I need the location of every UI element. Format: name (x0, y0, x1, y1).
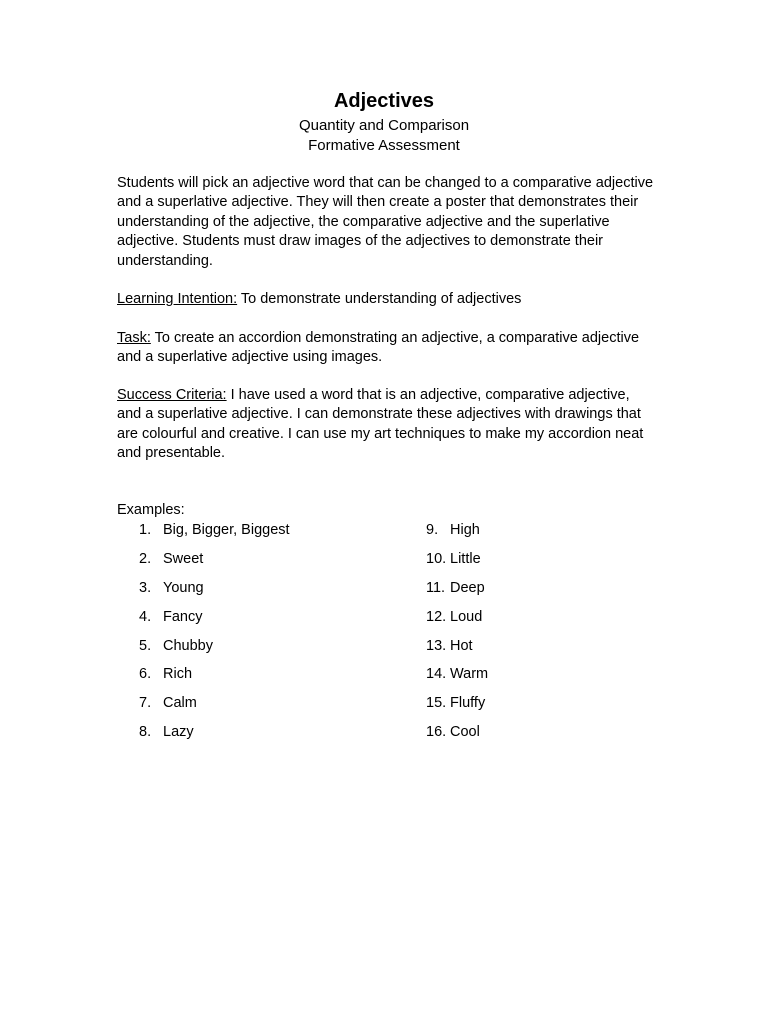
list-item-number: 16. (426, 724, 447, 741)
document-subtitle: Quantity and Comparison (298, 117, 470, 134)
document-title: Adjectives (333, 90, 435, 112)
list-item-number: 5. (139, 637, 152, 654)
examples-list-right (426, 521, 488, 752)
list-item (139, 665, 290, 694)
list-item-number: 8. (139, 724, 152, 741)
list-item (426, 550, 488, 579)
list-item-text: Fluffy (450, 695, 486, 712)
list-item-text: High (450, 522, 480, 538)
learning-intention-paragraph (117, 290, 657, 309)
list-item-number: 6. (139, 666, 152, 683)
list-item-text: Young (163, 579, 204, 596)
list-item (139, 579, 290, 608)
list-item-text: Chubby (163, 637, 213, 654)
list-item (426, 608, 488, 637)
learning-intention-text: To demonstrate understanding of adjectives (237, 291, 522, 307)
list-item-text: Fancy (163, 608, 203, 625)
list-item-text: Loud (450, 608, 483, 625)
list-item (426, 723, 488, 752)
task-text: To create an accordion demonstrating an adjective, a comparative adjective and a superlative adjective using images. (117, 330, 640, 366)
list-item-text: Hot (450, 637, 473, 654)
list-item-number: 2. (139, 550, 152, 567)
list-item-text: Deep (450, 579, 485, 596)
list-item-text: Rich (163, 666, 193, 683)
list-item-text: Lazy (163, 724, 194, 741)
list-item-text: Sweet (163, 550, 204, 567)
list-item-number: 3. (139, 579, 152, 596)
list-item (139, 550, 290, 579)
list-item (426, 665, 488, 694)
list-item (426, 521, 488, 550)
list-item-number: 1. (139, 522, 152, 538)
list-item-number: 7. (139, 695, 152, 712)
list-item-number: 12. (426, 608, 447, 625)
list-item (426, 579, 488, 608)
learning-intention-label: Learning Intention: (117, 291, 238, 307)
list-item (139, 637, 290, 666)
list-item (139, 694, 290, 723)
list-item-text: Warm (450, 666, 489, 683)
list-item-number: 14. (426, 666, 447, 683)
examples-heading: Examples: (117, 502, 185, 518)
examples-list-left (139, 521, 290, 752)
list-item-number: 15. (426, 695, 447, 712)
success-criteria-paragraph (117, 386, 657, 464)
task-paragraph (117, 329, 657, 368)
list-item-text: Cool (450, 724, 480, 741)
list-item-number: 13. (426, 637, 447, 654)
list-item-number: 9. (426, 522, 439, 538)
success-criteria-label: Success Criteria: (117, 387, 227, 403)
list-item-number: 11. (426, 579, 446, 596)
intro-paragraph: Students will pick an adjective word that can be changed to a comparative adjective and a superlative adjective. They will then create a poster that demonstrates their understanding of the adjective, the comparative adjective and the superlative adjective. Students must draw images of the adjectives to demonstrate their understanding. (117, 175, 654, 269)
list-item (139, 723, 290, 752)
list-item (426, 694, 488, 723)
list-item-text: Little (450, 550, 481, 567)
list-item-number: 10. (426, 550, 447, 567)
list-item-number: 4. (139, 608, 152, 625)
list-item (139, 608, 290, 637)
task-label: Task: (117, 330, 151, 346)
list-item (426, 637, 488, 666)
success-criteria-text: I have used a word that is an adjective, comparative adjective, and a superlative adjective. I can demonstrate these adjectives with drawings that are colourful and creative. I can use my art techniques to make my accordion neat and presentable. (117, 387, 644, 462)
list-item-text: Calm (163, 695, 197, 712)
list-item (139, 521, 290, 550)
document-subtitle-assessment: Formative Assessment (308, 137, 460, 154)
list-item-text: Big, Bigger, Biggest (163, 522, 290, 538)
